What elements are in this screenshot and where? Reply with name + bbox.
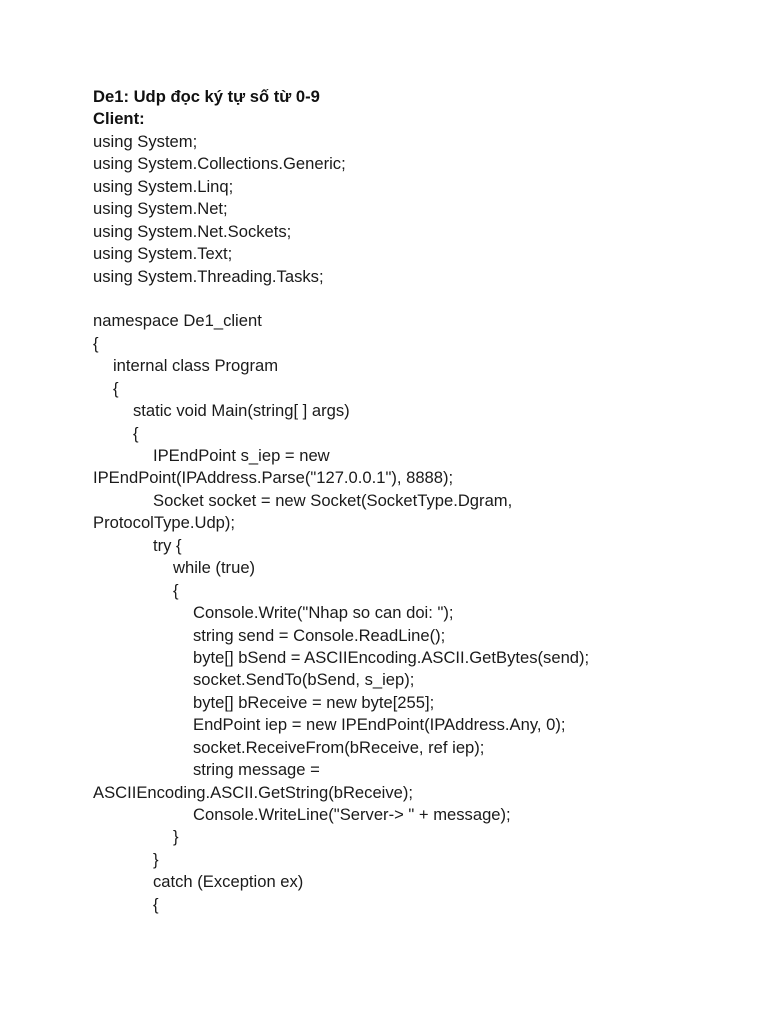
code-line-brace: {: [93, 333, 99, 353]
code-line-using: using System;: [93, 131, 198, 151]
document-title: De1: Udp đọc ký tự số từ 0-9: [93, 87, 320, 106]
code-line-using: using System.Linq;: [93, 176, 234, 196]
code-line-loop-body: string message =: [193, 760, 320, 780]
code-line-namespace: namespace De1_client: [93, 311, 262, 331]
code-line-endpoint: IPEndPoint s_iep = new: [153, 446, 330, 465]
code-line-loop-body: string send = Console.ReadLine();: [193, 625, 446, 645]
code-line-writeline: Console.WriteLine("Server-> " + message);: [193, 805, 511, 824]
code-line-using: using System.Net;: [93, 199, 228, 219]
code-line-try: try {: [153, 535, 182, 555]
code-line-catch: catch (Exception ex): [153, 872, 304, 892]
code-line-brace: {: [133, 423, 139, 443]
code-line-loop-body: socket.ReceiveFrom(bReceive, ref iep);: [193, 737, 485, 757]
code-line-message-cont: ASCIIEncoding.ASCII.GetString(bReceive);: [93, 782, 414, 802]
code-line-brace: {: [173, 580, 179, 600]
section-label-client: Client:: [93, 109, 145, 129]
code-line-loop-body: byte[] bReceive = new byte[255];: [193, 692, 435, 712]
code-line-loop-body: EndPoint iep = new IPEndPoint(IPAddress.Any, 0);: [193, 715, 566, 735]
code-line-using: using System.Threading.Tasks;: [93, 266, 324, 286]
blank-line: [93, 288, 738, 310]
code-line-loop-body: socket.SendTo(bSend, s_iep);: [193, 670, 415, 690]
code-line-brace: }: [153, 849, 159, 869]
code-line-using: using System.Net.Sockets;: [93, 221, 292, 241]
code-line-brace: {: [113, 378, 119, 398]
code-line-socket-cont: ProtocolType.Udp);: [93, 513, 236, 533]
code-line-using: using System.Text;: [93, 244, 233, 264]
code-line-main: static void Main(string[ ] args): [133, 401, 350, 421]
code-line-loop-body: byte[] bSend = ASCIIEncoding.ASCII.GetBytes(send);: [193, 647, 590, 667]
code-line-brace: }: [173, 827, 179, 847]
code-line-endpoint-cont: IPEndPoint(IPAddress.Parse("127.0.0.1"), 8888);: [93, 468, 454, 488]
code-line-loop-body: Console.Write("Nhap so can doi: ");: [193, 603, 454, 623]
code-line-socket: Socket socket = new Socket(SocketType.Dgram,: [153, 490, 513, 510]
code-line-class: internal class Program: [113, 356, 279, 376]
code-line-using: using System.Collections.Generic;: [93, 154, 346, 174]
document-content: [93, 86, 738, 916]
code-line-while: while (true): [173, 558, 256, 578]
code-line-brace: {: [153, 894, 159, 914]
